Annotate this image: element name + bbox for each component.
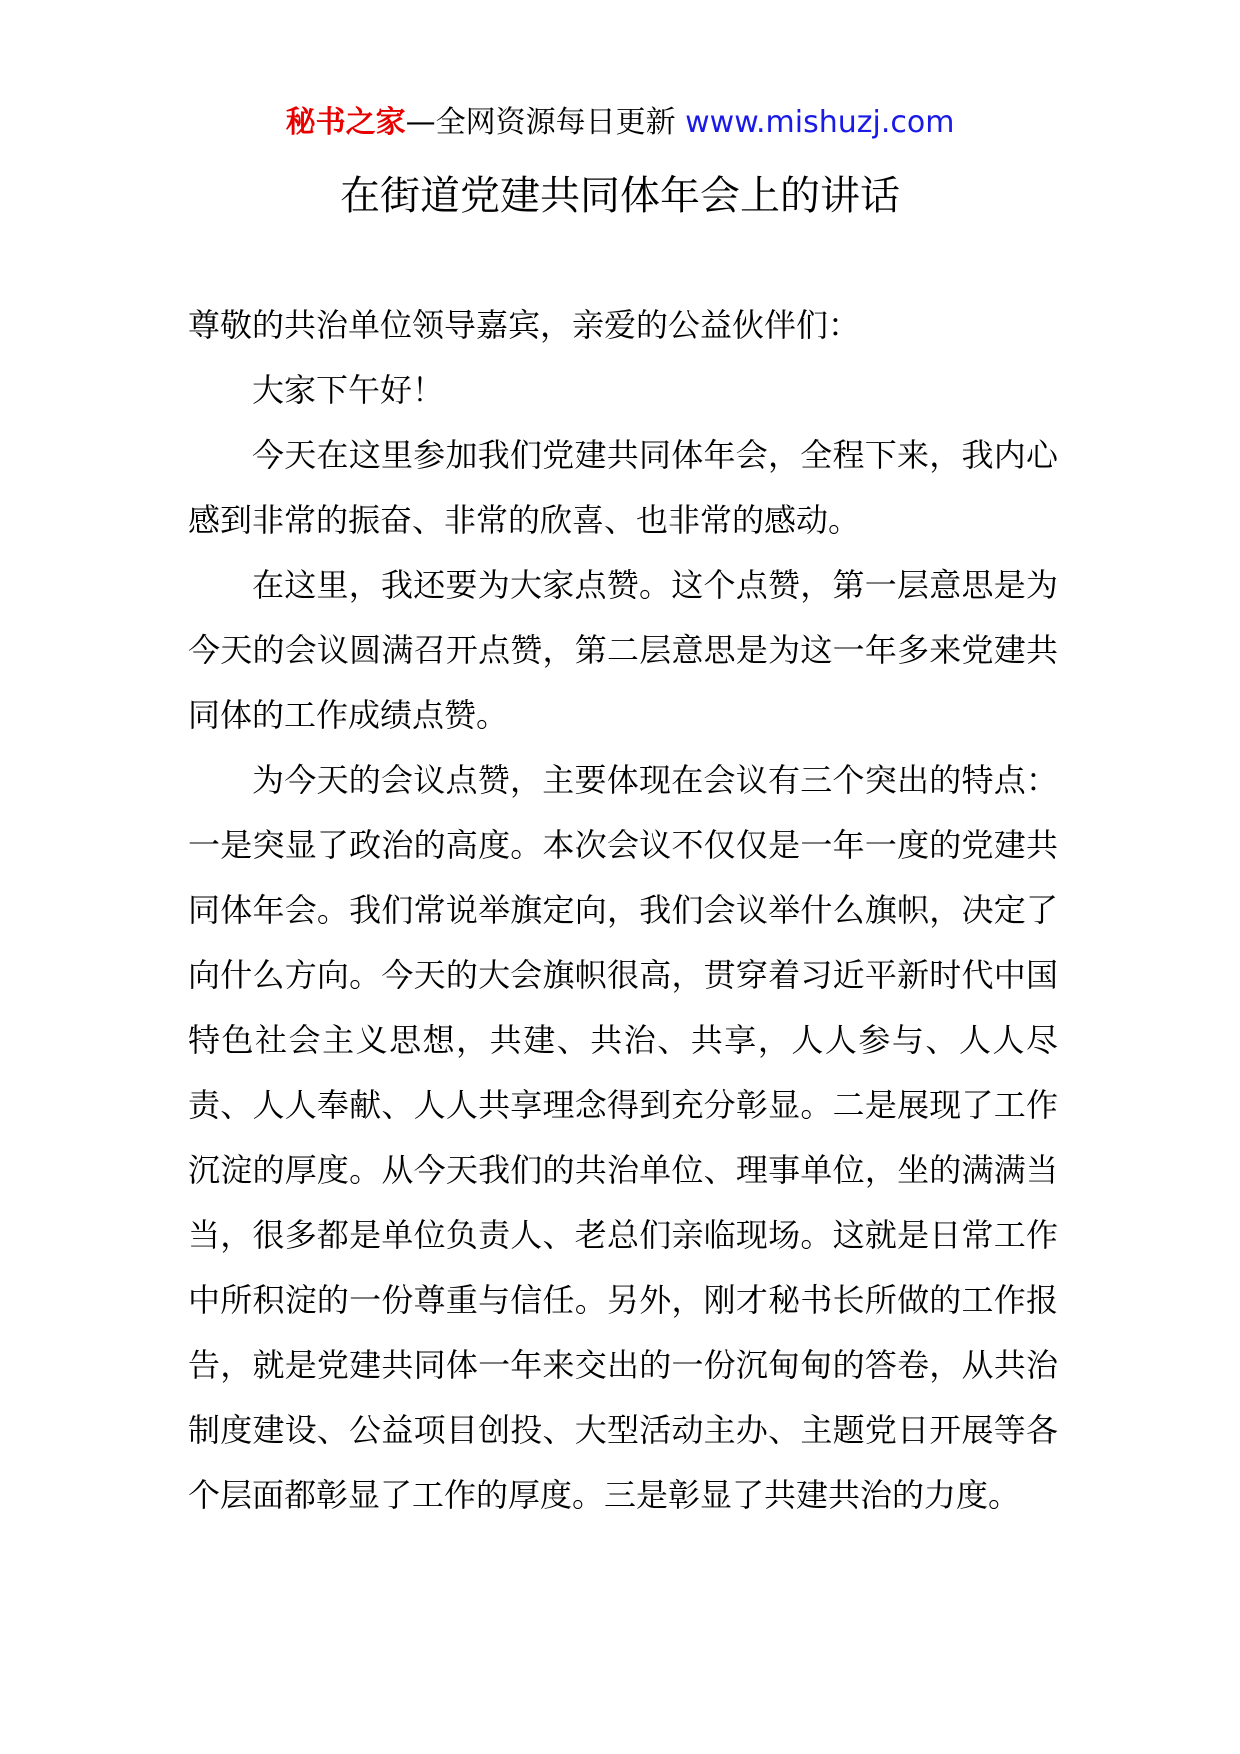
- paragraph-opening: 今天在这里参加我们党建共同体年会，全程下来，我内心感到非常的振奋、非常的欣喜、也非常的感动。: [188, 436, 1058, 539]
- site-slogan: —全网资源每日更新: [405, 105, 686, 140]
- paragraph-greeting: 大家下午好！: [252, 371, 445, 409]
- paragraph-praise: 在这里，我还要为大家点赞。这个点赞，第一层意思是为今天的会议圆满召开点赞，第二层意思是为这一年多来党建共同体的工作成绩点赞。: [188, 566, 1058, 734]
- paragraph-features: 为今天的会议点赞，主要体现在会议有三个突出的特点：一是突显了政治的高度。本次会议不仅仅是一年一度的党建共同体年会。我们常说举旗定向，我们会议举什么旗帜，决定了向什么方向。今天的大会旗帜很高，贯穿着习近平新时代中国特色社会主义思想，共建、共治、共享，人人参与、人人尽责、人人奉献、人人共享理念得到充分彰显。二是展现了工作沉淀的厚度。从今天我们的共治单位、理事单位，坐的满满当当，很多都是单位负责人、老总们亲临现场。这就是日常工作中所积淀的一份尊重与信任。另外，刚才秘书长所做的工作报告，就是党建共同体一年来交出的一份沉甸甸的答卷，从共治制度建设、公益项目创投、大型活动主办、主题党日开展等各个层面都彰显了工作的厚度。三是彰显了共建共治的力度。: [188, 761, 1058, 1514]
- document-title: 在街道党建共同体年会上的讲话: [340, 173, 900, 219]
- salutation: 尊敬的共治单位领导嘉宾，亲爱的公益伙伴们：: [188, 306, 861, 344]
- site-url-link[interactable]: www.mishuzj.com: [685, 105, 955, 140]
- document-body: [188, 293, 1058, 1528]
- site-name: 秘书之家: [285, 105, 406, 140]
- site-header: [0, 100, 1240, 146]
